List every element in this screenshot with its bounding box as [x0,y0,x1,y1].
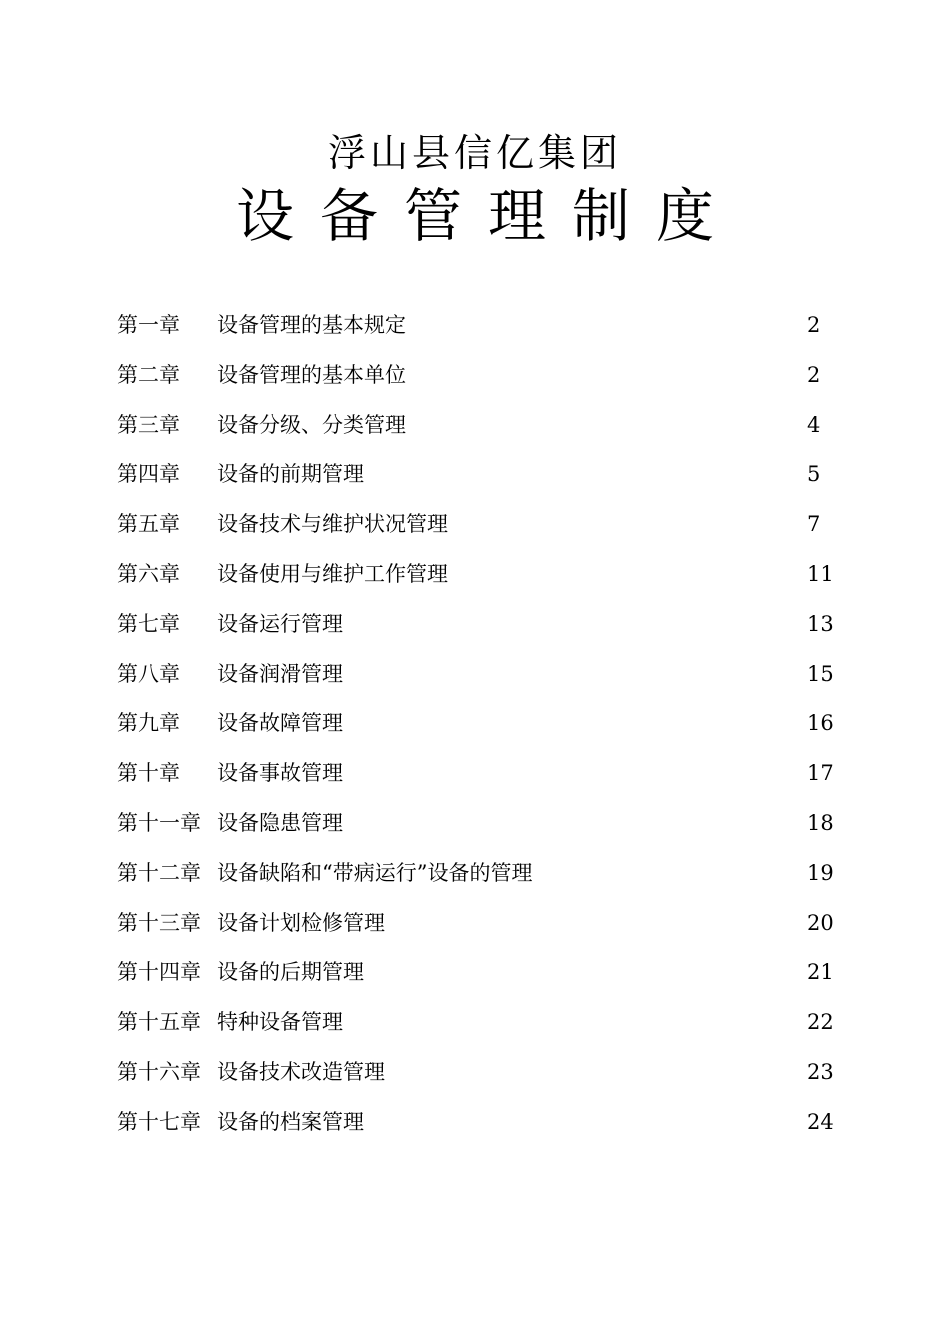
toc-chapter-number: 第八章 [117,661,180,686]
toc-entry [117,856,834,906]
toc-page-number: 2 [807,362,821,387]
toc-page-number: 17 [807,761,834,786]
toc-chapter-number: 第一章 [117,313,180,337]
toc-chapter-title: 设备事故管理 [217,761,343,786]
toc-chapter-title: 设备的后期管理 [217,960,364,985]
toc-chapter-title: 设备分级、分类管理 [217,412,406,437]
toc-chapter-title: 设备的档案管理 [217,1109,364,1134]
toc-page-number: 23 [807,1059,834,1084]
toc-page-number: 2 [807,313,821,337]
toc-chapter-number: 第二章 [117,362,180,387]
toc-chapter-title: 设备隐患管理 [217,810,343,835]
table-of-contents [117,308,834,1155]
toc-chapter-title: 设备润滑管理 [217,661,343,686]
toc-page-number: 16 [807,711,834,736]
toc-entry [117,1105,834,1155]
toc-chapter-number: 第六章 [117,561,180,586]
toc-chapter-number: 第十四章 [117,960,201,985]
toc-page-number: 22 [807,1010,834,1035]
toc-entry [117,1055,834,1105]
toc-chapter-number: 第七章 [117,611,180,636]
toc-page-number: 15 [807,661,834,686]
toc-entry [117,756,834,806]
document-title: 设备管理制度 [235,182,740,250]
toc-entry [117,657,834,707]
toc-chapter-number: 第十三章 [117,910,201,935]
toc-chapter-number: 第九章 [117,711,180,736]
toc-entry [117,507,830,557]
toc-chapter-title: 设备技术与维护状况管理 [217,512,448,537]
toc-page-number: 18 [807,810,834,835]
toc-page-number: 19 [807,860,834,885]
toc-chapter-number: 第三章 [117,412,180,437]
toc-chapter-title: 设备的前期管理 [217,462,364,487]
toc-chapter-number: 第十章 [117,761,180,786]
toc-chapter-title: 设备使用与维护工作管理 [217,561,448,586]
toc-entry [117,806,834,856]
toc-entry [117,906,834,956]
toc-page-number: 24 [807,1109,834,1134]
toc-page-number: 4 [807,412,821,437]
toc-page-number: 20 [807,910,834,935]
toc-page-number: 7 [807,512,821,537]
toc-entry [117,457,830,507]
toc-entry [117,1005,834,1055]
toc-chapter-number: 第五章 [117,512,180,537]
toc-chapter-number: 第十七章 [117,1109,201,1134]
toc-chapter-title: 设备缺陷和“带病运行”设备的管理 [217,860,533,885]
toc-chapter-title: 特种设备管理 [217,1010,343,1035]
toc-chapter-title: 设备运行管理 [217,611,343,636]
toc-chapter-title: 设备管理的基本单位 [217,362,406,387]
toc-chapter-number: 第十五章 [117,1010,201,1035]
toc-chapter-number: 第十六章 [117,1059,201,1084]
toc-entry [117,557,834,607]
toc-entry [117,408,830,458]
toc-chapter-title: 设备故障管理 [217,711,343,736]
toc-page-number: 5 [807,462,821,487]
toc-entry [117,706,834,756]
toc-page-number: 21 [807,960,834,985]
toc-chapter-title: 设备技术改造管理 [217,1059,385,1084]
toc-entry [117,308,830,358]
toc-entry [117,607,834,657]
toc-entry [117,358,830,408]
organization-name: 浮山县信亿集团 [327,131,622,175]
toc-page-number: 11 [807,561,834,586]
toc-chapter-number: 第十二章 [117,860,201,885]
toc-page-number: 13 [807,611,834,636]
toc-entry [117,955,834,1005]
toc-chapter-number: 第十一章 [117,810,201,835]
toc-chapter-number: 第四章 [117,462,180,487]
toc-chapter-title: 设备计划检修管理 [217,910,385,935]
toc-chapter-title: 设备管理的基本规定 [217,313,406,337]
